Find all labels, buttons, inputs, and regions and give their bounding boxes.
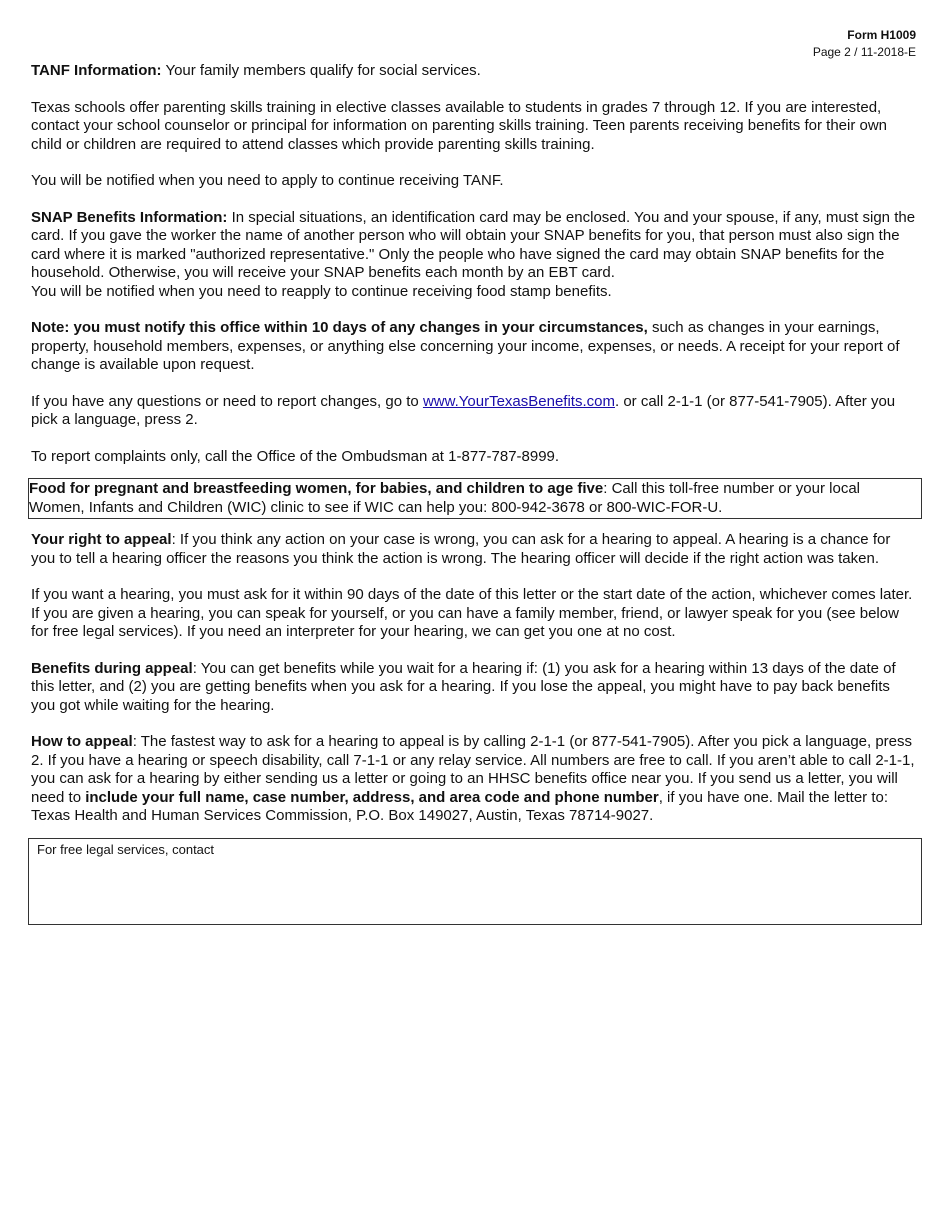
legal-services-box [28, 838, 922, 925]
complaints-paragraph: To report complaints only, call the Office of the Ombudsman at 1-877-787-8999. [31, 447, 560, 465]
tanf-heading: TANF Information: [31, 62, 162, 79]
tanf-parenting-paragraph: Texas schools offer parenting skills training in elective classes available to students in grades 7 through 12. If you are interested, contact your school counselor or principal for information on parenting skills training. Teen parents receiving benefits for their own child or children are required to attend classes which provide parenting skills training. [31, 98, 888, 153]
how-to-appeal-paragraph [31, 733, 918, 826]
tanf-intro-text: Your family members qualify for social services. [161, 62, 481, 79]
appeal-right-heading: Your right to appeal [31, 531, 172, 548]
note-paragraph [31, 319, 918, 375]
note-heading: Note: you must notify this office within 10 days of any changes in your circumstances, [31, 319, 648, 336]
wic-heading: Food for pregnant and breastfeeding women, for babies, and children to age five [29, 480, 604, 497]
snap-paragraph [31, 209, 918, 283]
tanf-intro [31, 62, 918, 81]
how-to-appeal-body-2: , if you have one. Mail the letter to: Texas Health and Human Services Commission, P.O. Box 149027, Austin, Texas 78714-9027. [31, 788, 889, 824]
benefits-appeal-body: : You can get benefits while you wait for a hearing if: (1) you ask for a hearing within 13 days of the date of this letter, and (2) you are getting benefits when you ask for a hearing. If you lose the appeal, you might have to pay back benefits you got while waiting for the hearing. [31, 659, 896, 714]
wic-info-box [28, 478, 922, 519]
contact-paragraph [31, 393, 918, 430]
snap-heading: SNAP Benefits Information: [31, 208, 228, 226]
snap-reapply-paragraph: You will be notified when you need to reapply to continue receiving food stamp benefits. [31, 282, 612, 300]
your-texas-benefits-link[interactable]: www.YourTexasBenefits.com [422, 392, 615, 410]
page-info: Page 2 / 11-2018-E [812, 45, 916, 59]
appeal-right-body: : If you think any action on your case is wrong, you can ask for a hearing to appeal. A hearing is a chance for you to tell a hearing officer the reasons you think the action is wrong. The hearing officer will decide if the right action was taken. [31, 531, 891, 567]
form-header [813, 27, 916, 61]
contact-text-after: . or call 2-1-1 (or 877-541-7905). After you pick a language, press 2. [31, 392, 896, 428]
tanf-notified-paragraph: You will be notified when you need to apply to continue receiving TANF. [31, 172, 504, 189]
appeal-right-paragraph [31, 531, 918, 568]
benefits-appeal-paragraph [31, 660, 918, 716]
how-to-appeal-body-1: : The fastest way to ask for a hearing to appeal is by calling 2-1-1 (or 877-541-7905). After you pick a language, press 2. If you have a hearing or speech disability, call 7-1-1 or any relay service. All numbers are free to call. If you aren’t able to call 2-1-1, you can ask for a hearing by either sending us a letter or going to an HHSC benefits office near you. If you send us a letter, you will need to [31, 733, 915, 806]
form-id: Form H1009 [847, 28, 916, 42]
letter-body [31, 62, 918, 925]
wic-paragraph [29, 480, 919, 517]
benefits-appeal-heading: Benefits during appeal [31, 659, 193, 677]
contact-text-before: If you have any questions or need to report changes, go to [31, 392, 423, 410]
wic-body: : Call this toll-free number or your local Women, Infants and Children (WIC) clinic to see if WIC can help you: 800-942-3678 or 800-WIC-FOR-U. [29, 480, 860, 516]
how-to-appeal-required-info: include your full name, case number, address, and area code and phone number [85, 788, 659, 806]
hearing-paragraph: If you want a hearing, you must ask for it within 90 days of the date of this letter or the start date of the action, whichever comes later. If you are given a hearing, you can speak for yourself, or you can have a family member, friend, or lawyer speak for you (see below for free legal services). If you need an interpreter for your hearing, we can get you one at no cost. [31, 586, 913, 640]
how-to-appeal-heading: How to appeal [31, 733, 133, 750]
legal-services-label: For free legal services, contact [37, 841, 215, 857]
snap-body: In special situations, an identification card may be enclosed. You and your spouse, if any, must sign the card. If you gave the worker the name of another person who will obtain your SNAP benefits for you, that person must also sign the card where it is marked "authorized representative." Only the people who have signed the card may obtain SNAP benefits for the household. Otherwise, you will receive your SNAP benefits each month by an EBT card. [31, 208, 916, 281]
note-body: such as changes in your earnings, property, household members, expenses, or anything else concerning your income, expenses, or needs. A receipt for your report of change is available upon request. [31, 319, 900, 373]
